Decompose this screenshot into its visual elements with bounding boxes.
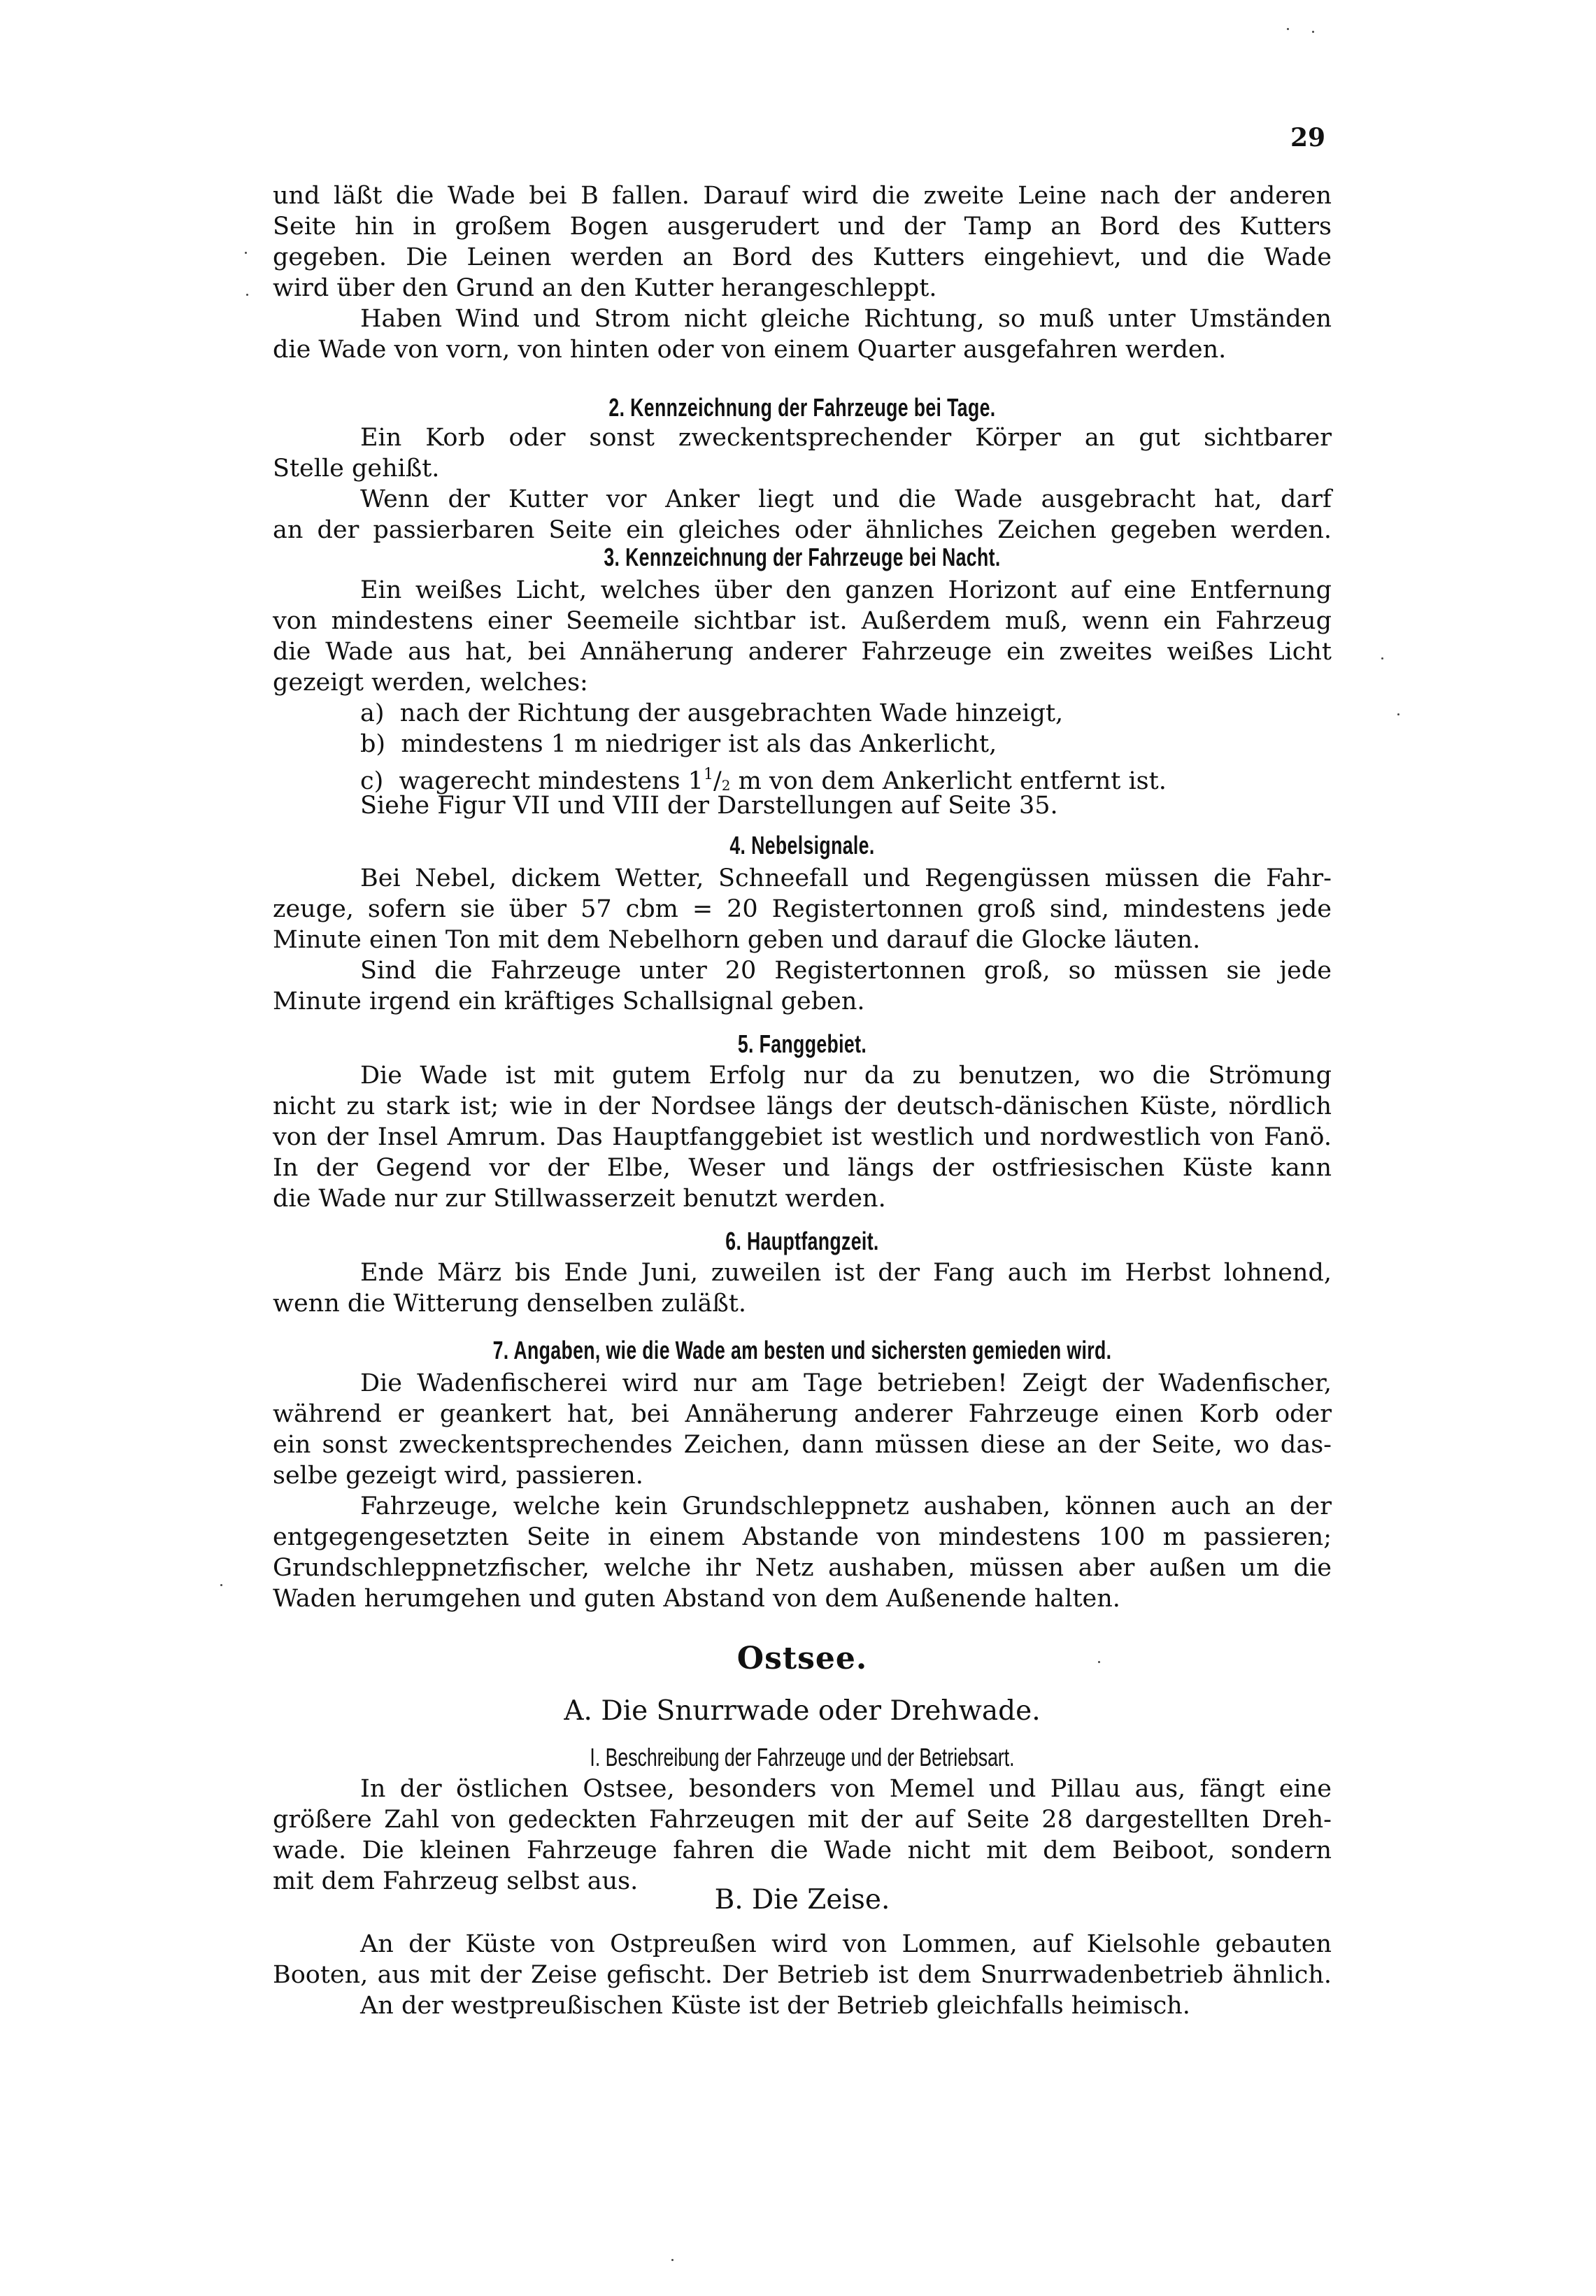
list-text: wagerecht mindestens 1: [399, 767, 704, 795]
chapter-title: Ostsee.: [736, 1641, 868, 1676]
text-line: wird über den Grund an den Kutter herangeschleppt.: [273, 274, 937, 302]
text-line: Ein Korb oder sonst zweckentsprechender Körper an gut sichtbarer: [360, 424, 1332, 452]
text-line: nicht zu stark ist; wie in der Nordsee längs der deutsch-dänischen Küste, nördlich: [273, 1092, 1332, 1120]
section-3-heading-wrap: [273, 543, 1332, 578]
scan-speck: [1312, 31, 1314, 33]
scan-speck: [1287, 28, 1289, 30]
ostsee-title-wrap: [273, 1641, 1332, 1683]
text-line: An der westpreußischen Küste ist der Betrieb gleichfalls heimisch.: [360, 1992, 1190, 2020]
text-line: Minute irgend ein kräftiges Schallsignal geben.: [273, 987, 865, 1015]
section-4-heading-wrap: [273, 831, 1332, 866]
list-marker: a): [360, 699, 385, 727]
page-number: 29: [1290, 123, 1326, 152]
list-text: mindestens 1 m niedriger ist als das Ankerlicht,: [401, 730, 997, 758]
text-line: An der Küste von Ostpreußen wird von Lommen, auf Kielsohle gebauten: [360, 1930, 1332, 1958]
text-line: gezeigt werden, welches:: [273, 669, 588, 697]
text-line: Die Wade ist mit gutem Erfolg nur da zu benutzen, wo die Strömung: [360, 1062, 1332, 1090]
fraction-denominator: 2: [721, 777, 731, 794]
text-line: Bei Nebel, dickem Wetter, Schneefall und Regengüssen müssen die Fahr-: [360, 864, 1332, 892]
text-line: In der Gegend vor der Elbe, Weser und längs der ostfriesischen Küste kann: [273, 1154, 1332, 1182]
section-heading: A. Die Snurrwade oder Drehwade.: [564, 1695, 1041, 1727]
text-line: Stelle gehißt.: [273, 455, 440, 483]
text-line: Waden herumgehen und guten Abstand von dem Außenende halten.: [273, 1585, 1120, 1613]
text-line: ein sonst zweckentsprechendes Zeichen, dann müssen diese an der Seite, wo das-: [273, 1431, 1332, 1459]
scan-speck: [245, 252, 247, 254]
text-line: von mindestens einer Seemeile sichtbar ist. Außerdem muß, wenn ein Fahrzeug: [273, 607, 1332, 635]
text-line: während er geankert hat, bei Annäherung anderer Fahrzeuge einen Korb oder: [273, 1400, 1332, 1428]
text-line: selbe gezeigt wird, passieren.: [273, 1462, 643, 1490]
text-line: zeuge, sofern sie über 57 cbm = 20 Registertonnen groß sind, mindestens jede: [273, 895, 1332, 923]
section-heading: 3. Kennzeichnung der Fahrzeuge bei Nacht.: [604, 543, 1001, 571]
subsection-heading: I. Beschreibung der Fahrzeuge und der Betriebsart.: [590, 1743, 1015, 1771]
section-b-heading-wrap: [273, 1884, 1332, 1919]
section-5-body: [273, 1060, 1332, 1214]
text-line: an der passierbaren Seite ein gleiches oder ähnliches Zeichen gegeben werden.: [273, 516, 1332, 544]
section-7-heading-wrap: [273, 1336, 1332, 1371]
text-line: und läßt die Wade bei B fallen. Darauf wird die zweite Leine nach der anderen: [273, 182, 1332, 210]
text-line: Minute einen Ton mit dem Nebelhorn geben und darauf die Glocke läuten.: [273, 926, 1201, 954]
section-a-subheading-wrap: [273, 1743, 1332, 1778]
section-4-body: [273, 863, 1332, 1017]
text-line: entgegengesetzten Seite in einem Abstande von mindestens 100 m passieren;: [273, 1523, 1332, 1551]
section-6-heading-wrap: [273, 1227, 1332, 1262]
text-line: von der Insel Amrum. Das Hauptfanggebiet ist westlich und nordwestlich von Fanö.: [273, 1123, 1332, 1151]
see-also-line: Siehe Figur VII und VIII der Darstellungen auf Seite 35.: [360, 792, 1058, 820]
text-line: mit dem Fahrzeug selbst aus.: [273, 1867, 639, 1895]
list-text: nach der Richtung der ausgebrachten Wade hinzeigt,: [399, 699, 1064, 727]
section-a-body: [273, 1774, 1332, 1897]
text-line: größere Zahl von gedeckten Fahrzeugen mit der auf Seite 28 dargestellten Dreh-: [273, 1806, 1332, 1834]
text-line: wenn die Witterung denselben zuläßt.: [273, 1290, 746, 1318]
section-3-body: [273, 575, 1332, 698]
section-6-body: [273, 1257, 1332, 1319]
section-b-body: [273, 1929, 1332, 2021]
text-line: die Wade aus hat, bei Annäherung anderer Fahrzeuge ein zweites weißes Licht: [273, 638, 1332, 666]
text-line: Booten, aus mit der Zeise gefischt. Der Betrieb ist dem Snurrwadenbetrieb ähnlich.: [273, 1961, 1332, 1989]
section-2-body: [273, 422, 1332, 546]
text-line: Die Wadenfischerei wird nur am Tage betrieben! Zeigt der Wadenfischer,: [360, 1369, 1332, 1397]
fraction-numerator: 1: [703, 766, 713, 783]
list-item-a: [360, 698, 1063, 729]
scan-speck: [1397, 713, 1399, 715]
scan-speck: [1098, 1661, 1100, 1663]
text-line: In der östlichen Ostsee, besonders von Memel und Pillau aus, fängt eine: [360, 1775, 1332, 1803]
text-line: Fahrzeuge, welche kein Grundschleppnetz aushaben, können auch an der: [360, 1492, 1332, 1520]
section-7-body: [273, 1368, 1332, 1614]
text-line: die Wade von vorn, von hinten oder von einem Quarter ausgefahren werden.: [273, 336, 1227, 364]
list-text: m von dem Ankerlicht entfernt ist.: [730, 767, 1167, 795]
text-line: Wenn der Kutter vor Anker liegt und die Wade ausgebracht hat, darf: [360, 485, 1332, 513]
text-line: wade. Die kleinen Fahrzeuge fahren die Wade nicht mit dem Beiboot, sondern: [273, 1837, 1332, 1864]
continuation-paragraph-1: [273, 180, 1332, 365]
text-line: gegeben. Die Leinen werden an Bord des Kutters eingehievt, und die Wade: [273, 243, 1332, 271]
text-line: Seite hin in großem Bogen ausgerudert und der Tamp an Bord des Kutters: [273, 213, 1332, 241]
text-line: die Wade nur zur Stillwasserzeit benutzt werden.: [273, 1185, 886, 1213]
list-item-b: [360, 729, 997, 760]
section-heading: 5. Fanggebiet.: [737, 1029, 867, 1058]
section-heading: 4. Nebelsignale.: [729, 831, 875, 860]
scan-speck: [1381, 657, 1383, 659]
scan-speck: [246, 294, 248, 296]
text-line: Sind die Fahrzeuge unter 20 Registertonnen groß, so müssen sie jede: [360, 957, 1332, 985]
fraction: $^1/_2$: [703, 766, 731, 795]
section-heading: B. Die Zeise.: [714, 1884, 890, 1916]
section-5-heading-wrap: [273, 1029, 1332, 1064]
list-marker: c): [360, 767, 384, 795]
text-line: Haben Wind und Strom nicht gleiche Richtung, so muß unter Umständen: [360, 305, 1332, 333]
scan-speck: [671, 2259, 674, 2261]
text-line: Ein weißes Licht, welches über den ganzen Horizont auf eine Entfernung: [360, 576, 1332, 604]
section-a-heading-wrap: [273, 1695, 1332, 1730]
section-heading: 7. Angaben, wie die Wade am besten und sichersten gemieden wird.: [492, 1336, 1112, 1364]
list-marker: b): [360, 730, 386, 758]
text-line: Grundschleppnetzfischer, welche ihr Netz aushaben, müssen aber außen um die: [273, 1554, 1332, 1582]
section-heading: 6. Hauptfangzeit.: [725, 1227, 879, 1255]
text-line: Ende März bis Ende Juni, zuweilen ist der Fang auch im Herbst lohnend,: [360, 1259, 1332, 1287]
scan-speck: [220, 1584, 222, 1586]
section-heading: 2. Kennzeichnung der Fahrzeuge bei Tage.: [608, 393, 996, 422]
